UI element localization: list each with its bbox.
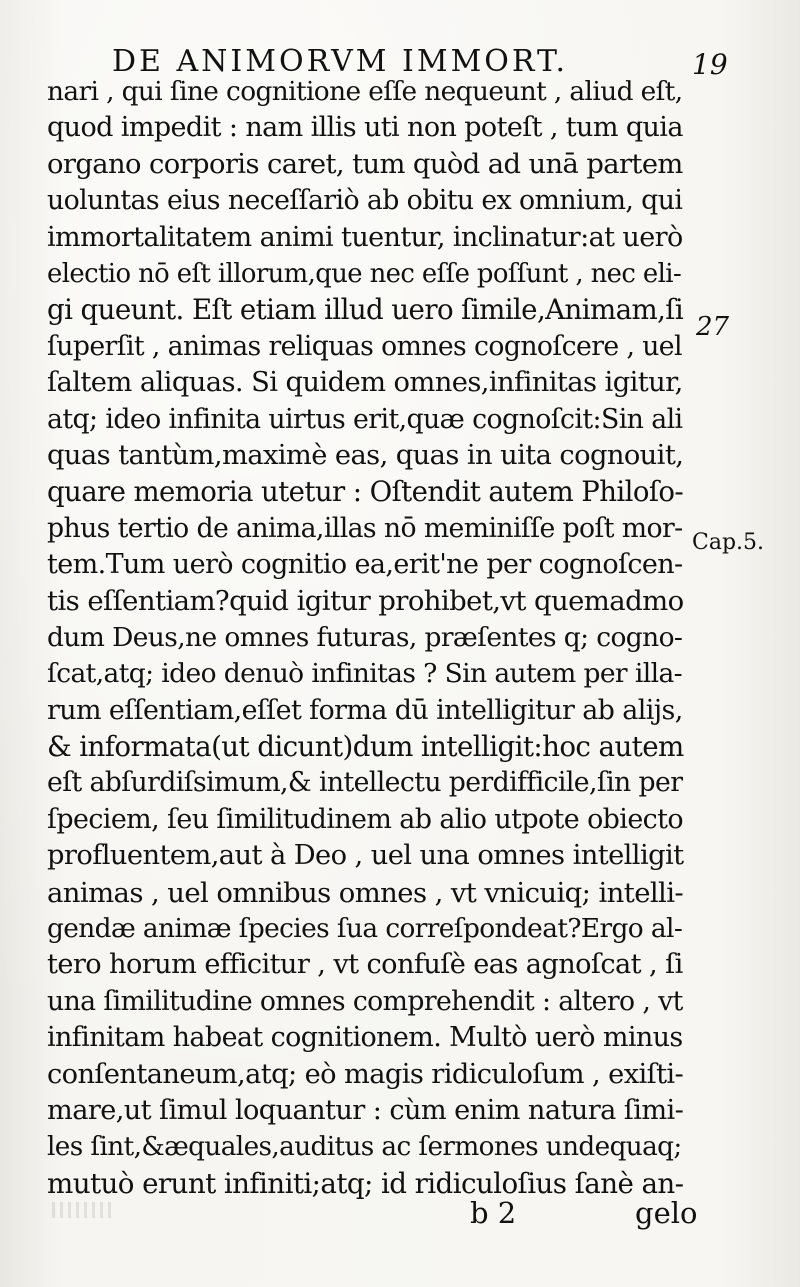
text-line: eſt abſurdiſsimum,& intellectu perdifficile,ſin per xyxy=(47,767,683,799)
text-line: animas , uel omnibus omnes , vt vnicuiq; intelli- xyxy=(47,876,684,909)
margin-note-number: 27 xyxy=(696,312,730,342)
text-line: immortalitatem animi tuentur, inclinatur:at uerò xyxy=(47,221,683,253)
text-line: mutuò erunt infiniti;atq; id ridiculoſius ſanè an- xyxy=(47,1166,684,1200)
text-line: tero horum efficitur , vt confuſè eas agnoſcat , ſi xyxy=(47,949,683,981)
text-line: gendæ animæ ſpecies ſua correſpondeat?Ergo al- xyxy=(47,913,683,944)
text-line: ſaltem aliquas. Si quidem omnes,infinitas igitur, xyxy=(47,367,683,399)
text-line: & informata(ut dicunt)dum intelligit:hoc autem xyxy=(47,730,684,764)
text-line: electio nō eſt illorum,que nec eſſe poſſunt , nec eli- xyxy=(47,258,682,289)
text-line: organo corporis caret, tum quòd ad unā partem xyxy=(47,148,683,180)
body-text xyxy=(47,74,685,1202)
text-line: quare memoria utetur : Oſtendit autem Philoſo- xyxy=(47,475,684,509)
page-number: 19 xyxy=(692,48,728,81)
text-line: ſcat,atq; ideo denuò infinitas ? Sin autem per illa- xyxy=(47,658,683,690)
text-line: tem.Tum uerò cognitio ea,erit'ne per cognoſcen- xyxy=(47,549,683,581)
bleed-through-mark xyxy=(52,1202,112,1218)
text-line: ſpeciem, ſeu ſimilitudinem ab alio utpote obiecto xyxy=(47,803,683,835)
text-line: quas tantùm,maximè eas, quas in uita cognouit, xyxy=(47,439,684,471)
text-line: nari , qui ſine cognitione eſſe nequeunt , aliud eſt, xyxy=(47,77,683,107)
margin-note-chapter: Cap.5. xyxy=(692,530,765,555)
text-line: rum eſſentiam,eſſet forma dū intelligitur ab alijs, xyxy=(47,694,683,726)
text-line: quod impedit : nam illis uti non poteſt , tum quia xyxy=(47,112,683,144)
text-line: phus tertio de anima,illas nō meminiſſe poſt mor- xyxy=(47,512,683,544)
text-line: les ſint,&æquales,auditus ac ſermones undequaq; xyxy=(47,1132,682,1163)
text-line: atq; ideo infinita uirtus erit,quæ cognoſcit:Sin ali xyxy=(47,403,683,435)
catchword: gelo xyxy=(635,1196,698,1230)
text-line: infinitam habeat cognitionem. Multò uerò minus xyxy=(47,1022,683,1054)
text-line: una ſimilitudine omnes comprehendit : altero , vt xyxy=(47,985,683,1017)
text-line: profluentem,aut à Deo , uel una omnes intelligit xyxy=(47,840,684,872)
running-head: DE ANIMORVM IMMORT. xyxy=(112,44,569,79)
text-line: tis eſſentiam?quid igitur prohibet,vt quemadmo xyxy=(47,585,684,618)
text-line: uoluntas eius neceſſariò ab obitu ex omnium, qui xyxy=(47,185,683,217)
text-line: mare,ut ſimul loquantur : cùm enim natura ſimi- xyxy=(47,1094,684,1126)
text-line: conſentaneum,atq; eò magis ridiculoſum , exiſti- xyxy=(47,1058,684,1090)
text-line: dum Deus,ne omnes futuras, præſentes q; cogno- xyxy=(47,621,683,653)
text-line: gi queunt. Eſt etiam illud uero ſimile,Animam,ſi xyxy=(47,293,684,327)
text-line: ſuperſit , animas reliquas omnes cognoſcere , uel xyxy=(47,330,682,362)
signature-mark: b 2 xyxy=(470,1196,517,1230)
